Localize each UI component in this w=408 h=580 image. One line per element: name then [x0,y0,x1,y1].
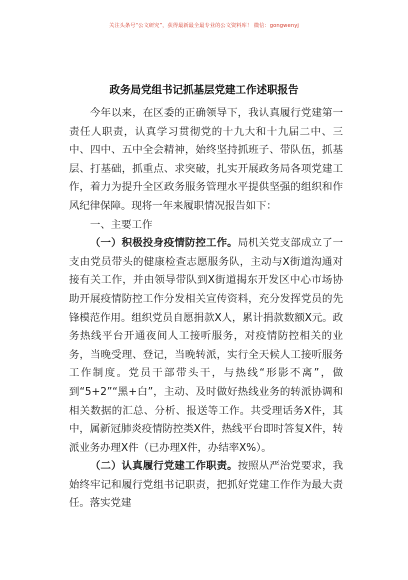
item-1-paragraph [69,234,343,457]
item-2-text: 按照从严治党要求，我始终牢记和履行党组书记职责，把抓好党建工作作为最大责任。落实党建 [69,460,344,510]
document-title: 政务局党组书记抓基层党建工作述职报告 [109,84,299,96]
document-body [69,104,343,513]
promo-banner: 关注头条号“公文研究”，获得最新最全最专业的公文资料库！ 微信：gongwenyj [109,23,299,29]
item-1-text: 局机关党支部成立了一支由党员带头的健康检查志愿服务队，主动与X街道沟通对接有关工作，并由领导带队到X街道揭东开发区中心市场协助开展疫情防控工作分发相关宣传资料，充分发挥党员的先锋模范作用。组织党员自愿捐款X人，累计捐款数额X元。政务热线平台开通夜间人工接听服务，对疫情防控相关的业务，当晚受理、登记，当晚转派，实行全天候人工接听服务工作制度。党员干部带头干，与热线“形影不离”，做到“5+2”“黑+白”，主动、及时做好热线业务的转派协调和相关数据的汇总、分析、报送等工作。共受理话务X件，其中，属新冠肺炎疫情防控类X件，热线平台即时答复X件，转派业务办理X件（已办理X件，办结率X%）。 [69,237,344,454]
item-1-title: （一）积极投身疫情防控工作。 [90,237,238,250]
item-2-paragraph [69,457,343,513]
item-2-title: （二）认真履行党建工作职责。 [90,460,238,473]
intro-paragraph: 今年以来，在区委的正确领导下，我认真履行党建第一责任人职责，认真学习贯彻党的十九大和十九届二中、三中、四中、五中全会精神，始终坚持抓班子、带队伍，抓基层、打基础，抓重点、求突破，扎实开展政务局各项党建工作，着力为提升全区政务服务管理水平提供坚强的组织和作风纪律保障。现将一年来履职情况报告如下： [69,107,343,212]
section-heading: 一、主要工作 [90,218,153,231]
